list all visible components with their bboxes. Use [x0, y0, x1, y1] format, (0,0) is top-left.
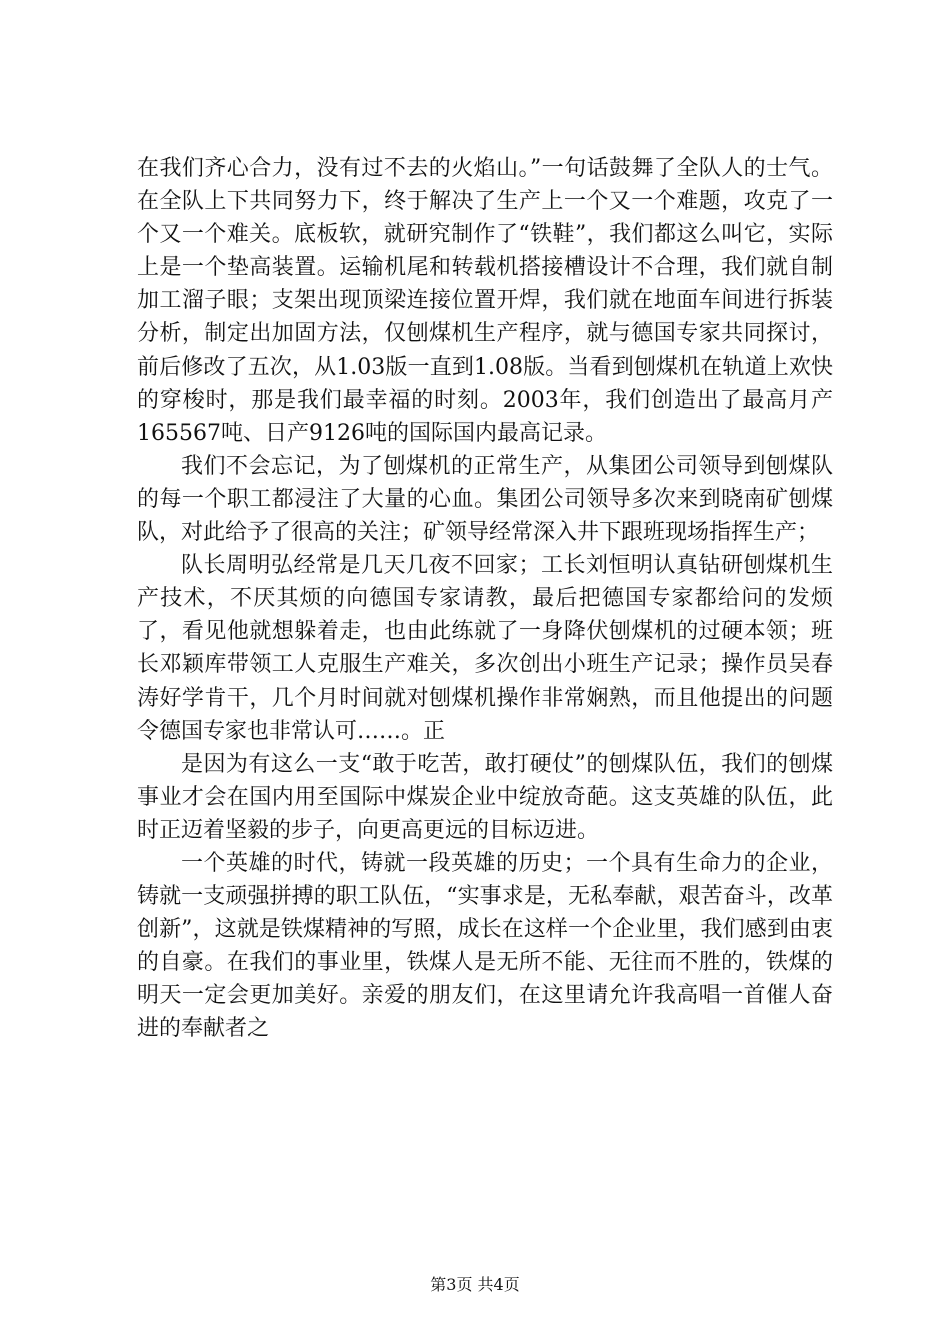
- paragraph-5: 一个英雄的时代，铸就一段英雄的历史；一个具有生命力的企业，铸就一支顽强拼搏的职工队伍，“实事求是，无私奉献，艰苦奋斗，改革创新”，这就是铁煤精神的写照，成长在这样一个企业里，我们感到由衷的自豪。在我们的事业里，铁煤人是无所不能、无往而不胜的，铁煤的明天一定会更加美好。亲爱的朋友们，在这里请允许我高唱一首催人奋进的奉献者之: [137, 850, 833, 1042]
- paragraph-2: 我们不会忘记，为了刨煤机的正常生产，从集团公司领导到刨煤队的每一个职工都浸注了大量的心血。集团公司领导多次来到晓南矿刨煤队，对此给予了很高的关注；矿领导经常深入井下跟班现场指挥生产；: [137, 453, 833, 546]
- document-body: [137, 152, 833, 1046]
- paragraph-3: 队长周明弘经常是几天几夜不回家；工长刘恒明认真钻研刨煤机生产技术，不厌其烦的向德国专家请教，最后把德国专家都给问的发烦了，看见他就想躲着走，也由此练就了一身降伏刨煤机的过硬本领；班长邓颖库带领工人克服生产难关，多次创出小班生产记录；操作员吴春涛好学肯干，几个月时间就对刨煤机操作非常娴熟，而且他提出的问题令德国专家也非常认可……。正: [137, 553, 833, 744]
- paragraph-4: 是因为有这么一支“敢于吃苦，敢打硬仗”的刨煤队伍，我们的刨煤事业才会在国内用至国际中煤炭企业中绽放奇葩。这支英雄的队伍，此时正迈着坚毅的步子，向更高更远的目标迈进。: [137, 751, 833, 843]
- page-footer: 第3页 共4页: [430, 1275, 520, 1294]
- paragraph-1: 在我们齐心合力，没有过不去的火焰山。”一句话鼓舞了全队人的士气。在全队上下共同努力下，终于解决了生产上一个又一个难题，攻克了一个又一个难关。底板软，就研究制作了“铁鞋”，我们都这么叫它，实际上是一个垫高装置。运输机尾和转载机搭接槽设计不合理，我们就自制加工溜子眼；支架出现顶梁连接位置开焊，我们就在地面车间进行拆装分析，制定出加固方法，仅刨煤机生产程序，就与德国专家共同探讨，前后修改了五次，从1.03版一直到1.08版。当看到刨煤机在轨道上欢快的穿梭时，那是我们最幸福的时刻。2003年，我们创造出了最高月产165567吨、日产9126吨的国际国内最高记录。: [137, 156, 833, 446]
